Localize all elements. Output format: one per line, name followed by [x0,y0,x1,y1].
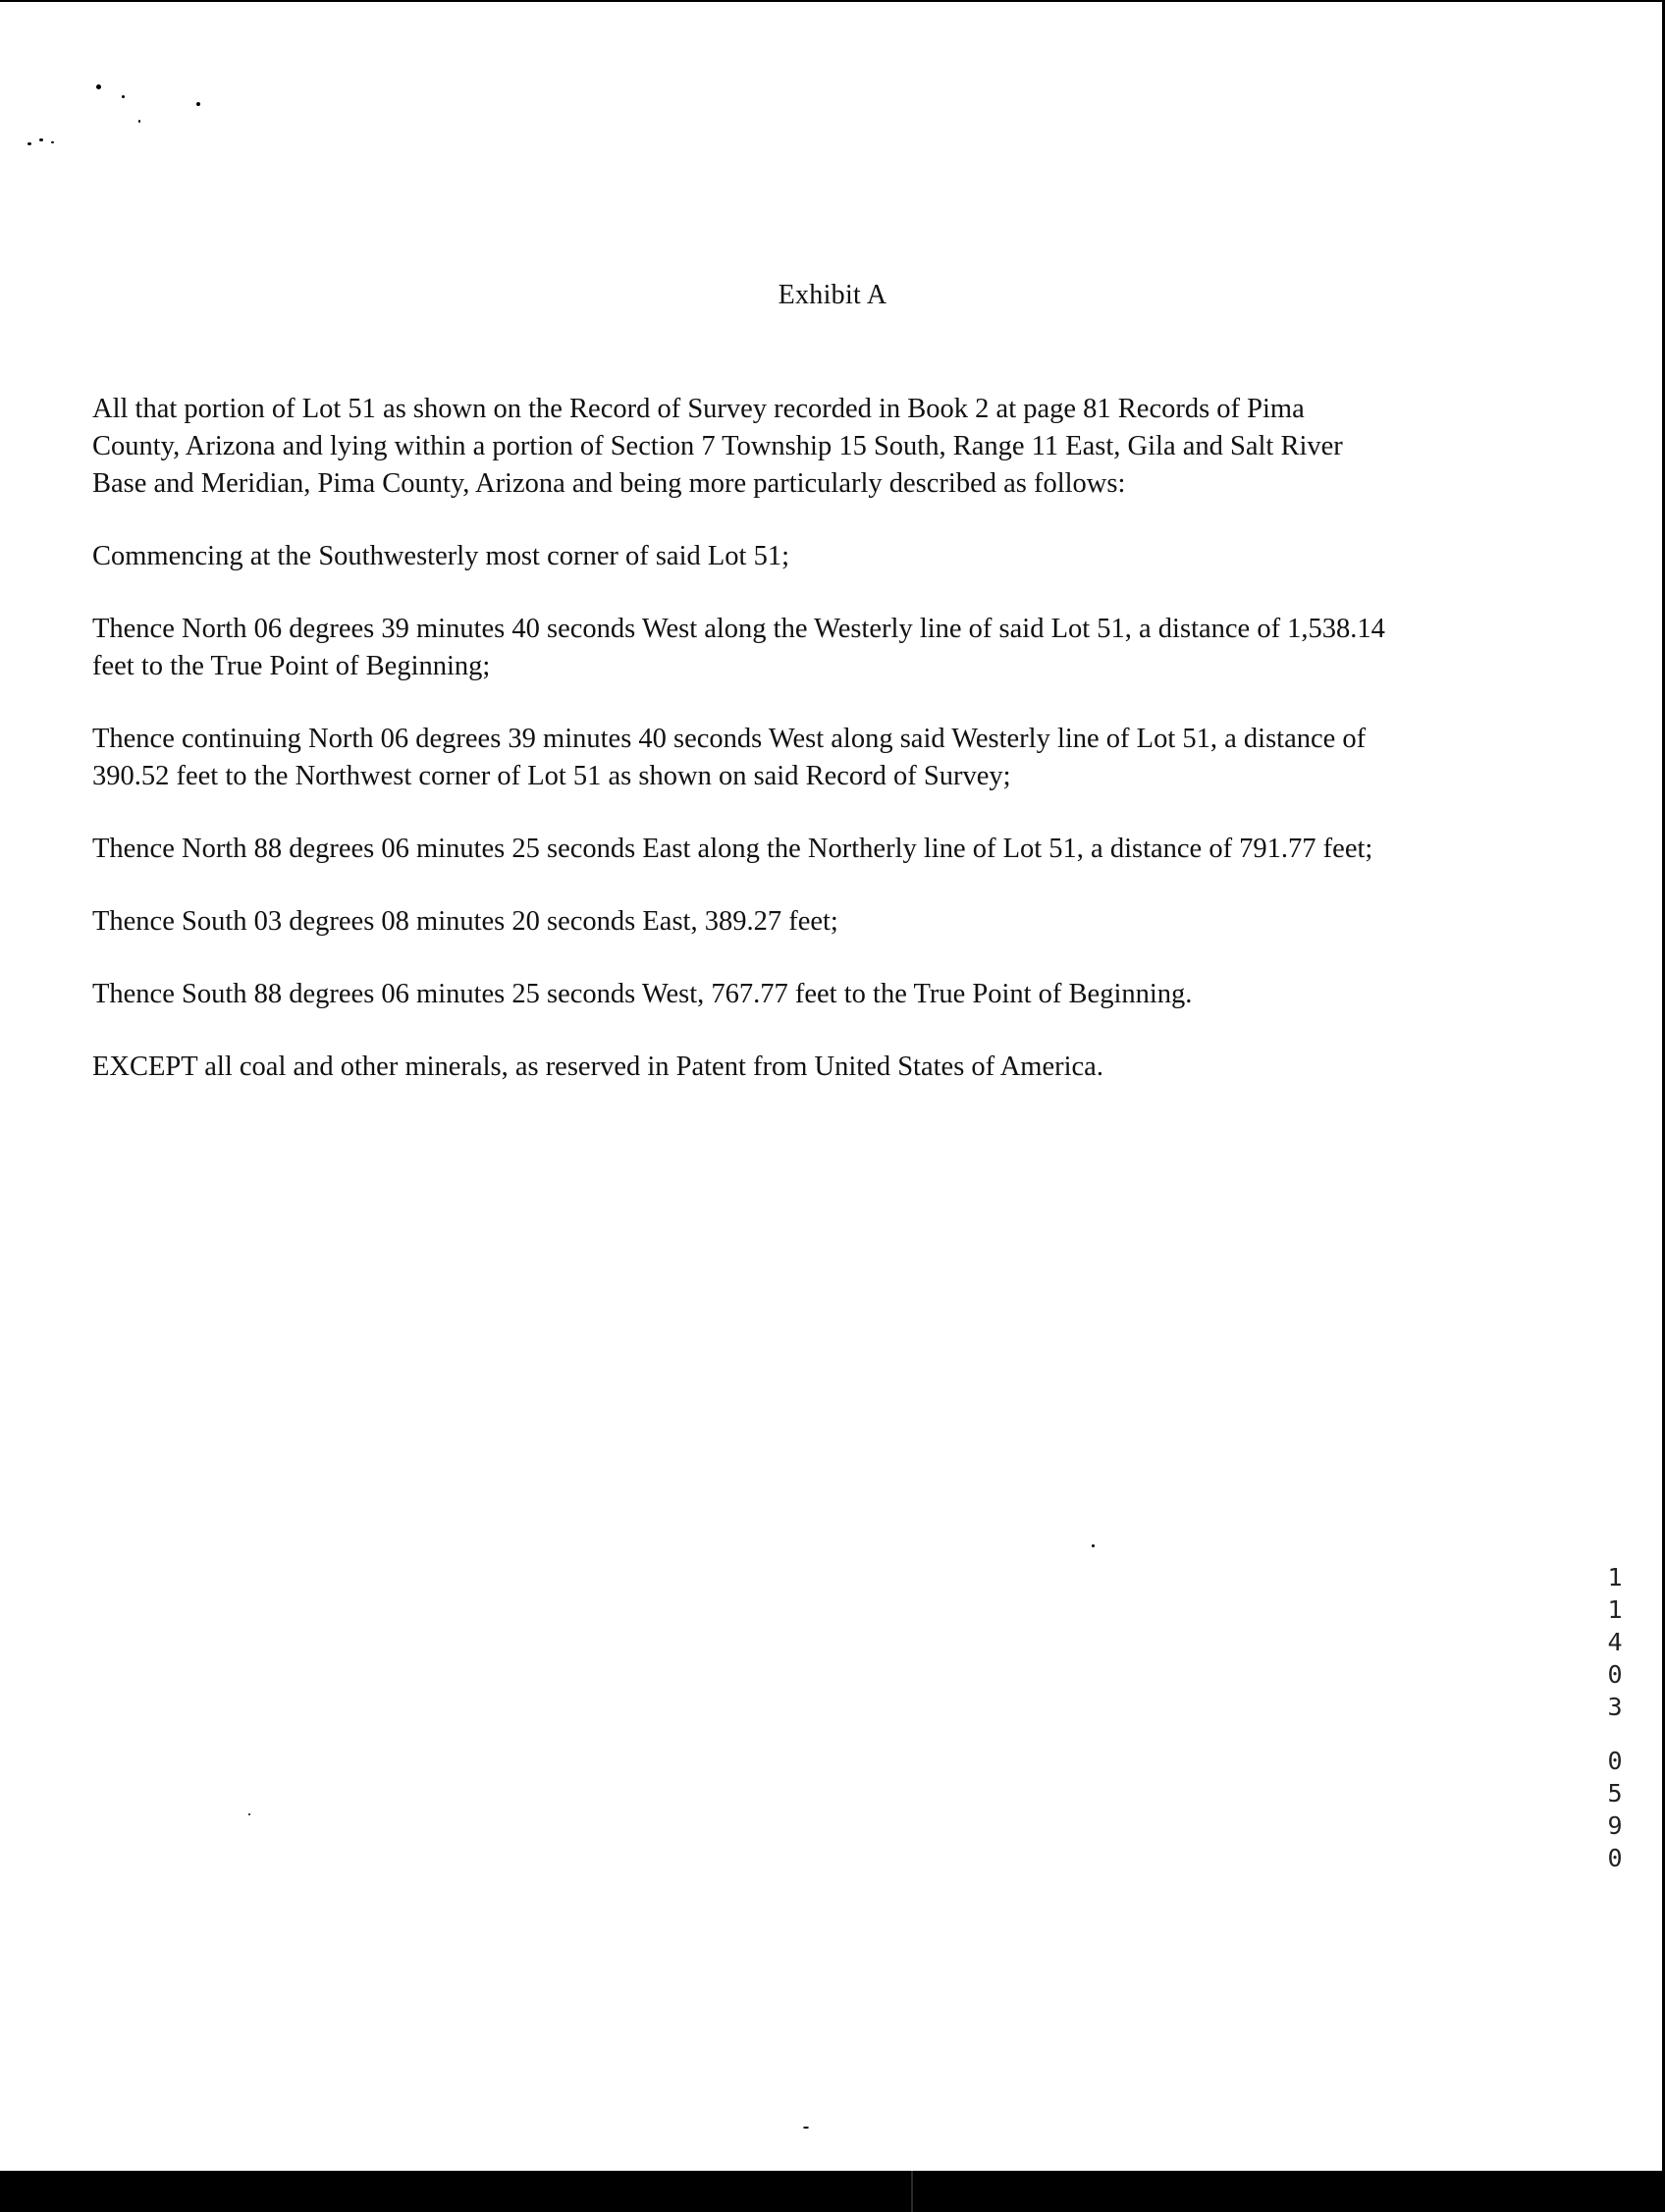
text-line: Thence South 03 degrees 08 minutes 20 seconds East, 389.27 feet; [92,906,838,937]
paragraph-commencing [92,538,1565,575]
text-line: Thence South 88 degrees 06 minutes 25 seconds West, 767.77 feet to the True Point of Beginning. [92,979,1193,1009]
scan-speck [803,2127,809,2129]
paragraph-intro [92,391,1565,503]
scan-speck [196,102,200,106]
text-line: EXCEPT all coal and other minerals, as reserved in Patent from United States of America. [92,1052,1103,1082]
recording-stamp [1600,1561,1630,1874]
paragraph-course-5 [92,976,1565,1013]
stamp-digit: 0 [1607,1747,1623,1775]
stamp-digit: 1 [1607,1563,1623,1592]
text-line: Commencing at the Southwesterly most corner of said Lot 51; [92,541,789,571]
paragraph-course-1 [92,611,1565,685]
stamp-digit: 1 [1607,1595,1623,1624]
stamp-digit: 5 [1607,1779,1623,1807]
paragraph-course-3 [92,831,1565,868]
text-line: Thence continuing North 06 degrees 39 minutes 40 seconds West along said Westerly line of Lot 51, a distance of [92,724,1367,754]
scan-bottom-bar-divider [911,2171,913,2212]
stamp-digit: 9 [1607,1811,1623,1840]
scan-speck [27,142,31,145]
text-line: Thence North 06 degrees 39 minutes 40 seconds West along the Westerly line of said Lot 51, a distance of 1,538.14 [92,614,1385,644]
paragraph-course-4 [92,903,1565,941]
stamp-digit: 3 [1607,1693,1623,1721]
scan-speck [39,138,43,141]
stamp-gap [1600,1723,1630,1745]
text-line: All that portion of Lot 51 as shown on the Record of Survey recorded in Book 2 at page 81 Records of Pima [92,394,1305,424]
legal-description [92,391,1565,1121]
stamp-digit: 0 [1607,1844,1623,1872]
paragraph-exception [92,1049,1565,1086]
text-line: Base and Meridian, Pima County, Arizona and being more particularly described as follows: [92,468,1126,499]
stamp-digit: 4 [1607,1628,1623,1656]
page-top-border [0,0,1665,2]
scan-speck [248,1813,250,1815]
scan-bottom-bar [0,2171,1665,2212]
scan-speck [138,120,140,123]
paragraph-course-2 [92,721,1565,795]
text-line: Thence North 88 degrees 06 minutes 25 seconds East along the Northerly line of Lot 51, a distance of 791.77 feet; [92,834,1373,864]
scan-speck [96,84,101,89]
scan-speck [122,95,125,98]
text-line: 390.52 feet to the Northwest corner of Lot 51 as shown on said Record of Survey; [92,761,1011,791]
stamp-digit: 0 [1607,1660,1623,1689]
document-title: Exhibit A [778,280,887,310]
text-line: County, Arizona and lying within a portion of Section 7 Township 15 South, Range 11 East, Gila and Salt River [92,431,1343,461]
scan-speck [1092,1544,1095,1547]
scan-speck [51,141,54,143]
text-line: feet to the True Point of Beginning; [92,651,491,681]
